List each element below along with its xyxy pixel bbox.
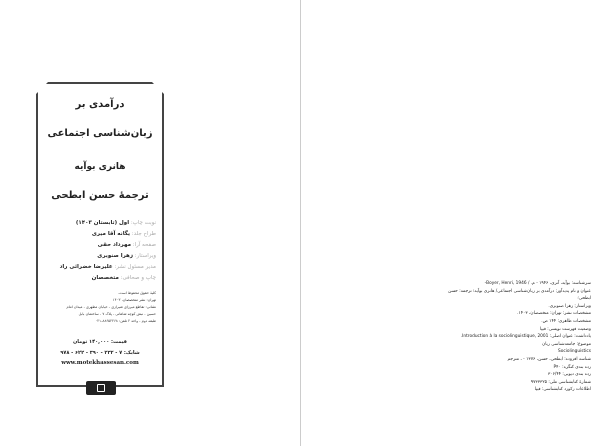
- credit-value: مهرداد حقی: [97, 242, 131, 248]
- cip-line: وضعیت فهرست نویسی: فیپا: [539, 326, 591, 332]
- logo-icon: [97, 384, 105, 392]
- isbn: شابک: ۷ - ۲۳۲ - ۳۹۰ - ۶۲۲ - ۹۷۸: [60, 350, 140, 356]
- credit-row: [44, 229, 156, 240]
- cip-line: شناسه افزوده: ابطحی، حسن، ۱۳۷۶ - ، مترجم: [507, 356, 591, 362]
- publisher-info-line: حسین - نبش کوچه شاهانی - پلاک ۷ - ساختمان بابل: [78, 312, 156, 316]
- book-title-line1: درآمدی بر: [75, 99, 125, 110]
- publisher-logo: [86, 381, 116, 395]
- cip-line: ویراستار: زهرا صنوبری.: [548, 303, 591, 309]
- credit-key: مدیر مسئول نشر:: [114, 264, 156, 270]
- cip-line: شمارهٔ کتابشناسی ملی: ۹۷۳۳۳۲۵: [530, 379, 591, 385]
- cip-line: اطلاعات رکورد کتابشناسی: فیپا: [534, 387, 591, 393]
- credit-key: طراح جلد:: [131, 231, 156, 237]
- publisher-info-line: تهران: نشر متخصصان، ۱۴۰۳: [112, 298, 156, 302]
- cip-line: عنوان و نام پدیدآور: درآمدی بر زبان‌شناسی اجتماعی/ هانری بوآیه؛ ترجمه: حسن ابطحی؛: [448, 288, 591, 302]
- cip-line: مشخصات ظاهری: ۱۴۴ ص.: [541, 318, 591, 324]
- publisher-info-line: طبقه دوم - واحد ۲ تلفن: ۸۸۶۵۲۲۶۸-۰۲۱: [95, 319, 156, 323]
- publisher-info-line: نشانی: تقاطع میرزای شیرازی - خیابان مطهری - میدان امام: [66, 305, 156, 309]
- price-isbn: [38, 337, 162, 359]
- book-title-line2: زبان‌شناسی اجتماعی: [47, 128, 153, 139]
- credits-list: [44, 218, 156, 284]
- credit-key: صفحه آرا:: [132, 242, 156, 248]
- right-page: [300, 0, 600, 446]
- credit-row: [44, 262, 156, 273]
- author: هانری بوآیه: [74, 162, 126, 172]
- credit-key: نوبت چاپ:: [130, 220, 156, 226]
- cip-line: سرشناسه: بوآیه، آنری، ۱۹۴۶ - م. / Boyer, Henri, 1946-: [484, 281, 591, 286]
- cip-line: رده بندی دیویی: ۳۰۶/۴۴: [547, 372, 591, 378]
- cip-line: Sociolinguistics: [557, 349, 591, 355]
- credit-value: علیرضا خضرائی راد: [59, 264, 113, 270]
- credit-value: متخصصان: [91, 275, 119, 281]
- credit-row: [44, 240, 156, 251]
- credit-key: چاپ و صحافی:: [120, 275, 156, 281]
- translator: ترجمهٔ حسن ابطحی: [51, 190, 149, 201]
- publisher-info-line: کلیهٔ حقوق محفوظ است.: [118, 291, 156, 295]
- cip-line: یادداشت: عنوان اصلی: Introduction à la sociolinguistique, 2001.: [460, 334, 591, 340]
- cip-line: موضوع: جامعه‌شناسی زبان: [542, 341, 591, 347]
- credit-value: زهرا صنوبری: [97, 253, 134, 259]
- cataloging-info: [441, 280, 591, 394]
- credit-key: ویراستار:: [134, 253, 156, 259]
- credit-row: [44, 273, 156, 284]
- price: قیمت: ۱۴۰,۰۰۰ تومان: [73, 339, 127, 345]
- credit-value: اول (تابستان ۱۴۰۳): [75, 220, 130, 226]
- credit-row: [44, 218, 156, 229]
- credit-row: [44, 251, 156, 262]
- publisher-info: [44, 290, 156, 325]
- credit-value: یگانه آقا میری: [91, 231, 131, 237]
- cip-line: مشخصات نشر: تهران: متخصصان، ۱۴۰۳.: [517, 311, 591, 317]
- website: www.motekhassesan.com: [61, 360, 139, 366]
- cip-line: رده بندی کنگره: P۴۰: [553, 364, 591, 370]
